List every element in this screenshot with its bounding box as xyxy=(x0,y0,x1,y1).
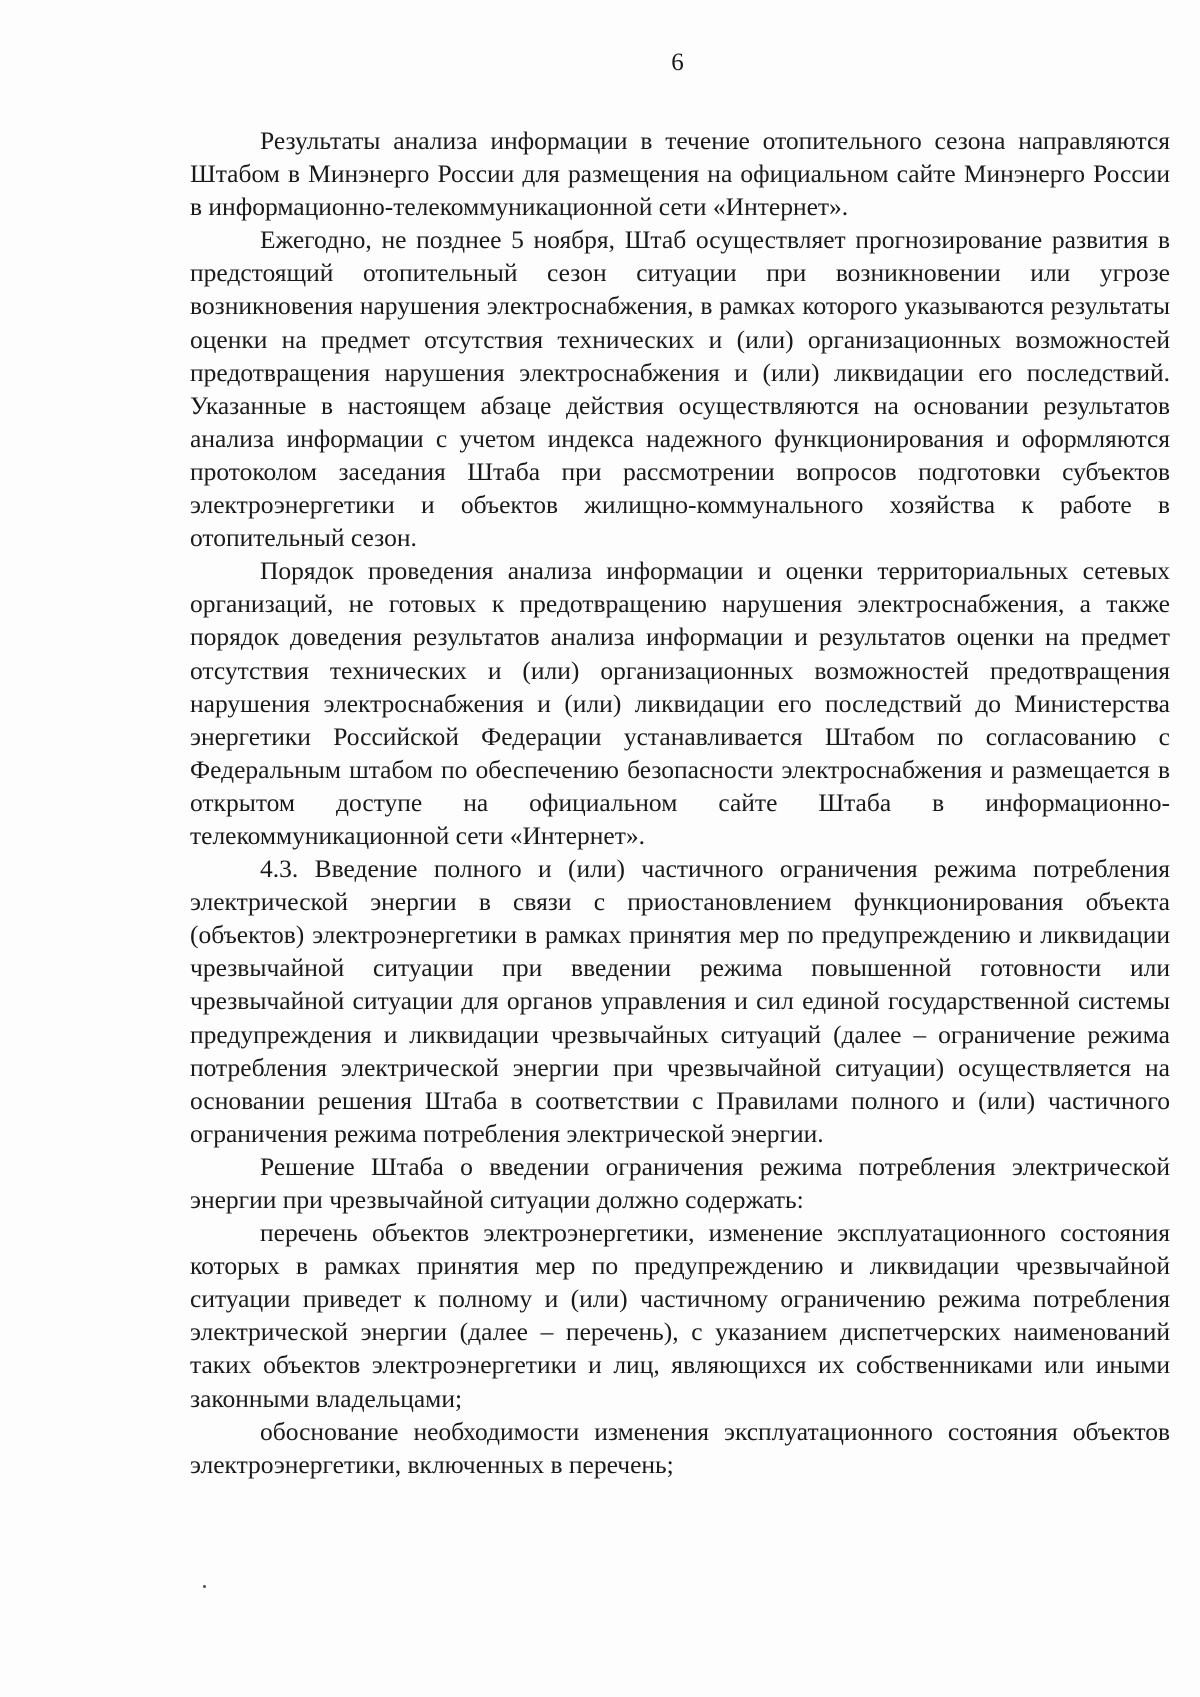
paragraph-list-of-objects: перечень объектов электроэнергетики, изменение эксплуатационного состояния которых в рамках принятия мер по предупреждению и ликвидации чрезвычайной ситуации приведет к полному и (или) частичному ограничению режима потребления электрической энергии (далее – перечень), с указанием диспетчерских наименований таких объектов электроэнергетики и лиц, являющихся их собственниками или иными законными владельцами; xyxy=(190,1218,1170,1413)
paragraph-analysis-procedure: Порядок проведения анализа информации и оценки территориальных сетевых организаций, не готовых к предотвращению нарушения электроснабжения, а также порядок доведения результатов анализа информации и результатов оценки на предмет отсутствия технических и (или) организационных возможностей предотвращения нарушения электроснабжения и (или) ликвидации его последствий до Министерства энергетики Российской Федерации устанавливается Штабом по согласованию с Федеральным штабом по обеспечению безопасности электроснабжения и размещается в открытом доступе на официальном сайте Штаба в информационно-телекоммуникационной сети «Интернет». xyxy=(190,556,1170,850)
paragraph-decision-contents: Решение Штаба о введении ограничения режима потребления электрической энергии при чрезвычайной ситуации должно содержать: xyxy=(190,1151,1170,1214)
paragraph-section-4-3: 4.3. Введение полного и (или) частичного ограничения режима потребления электрической энергии в связи с приостановлением функционирования объекта (объектов) электроэнергетики в рамках принятия мер по предупреждению и ликвидации чрезвычайной ситуации при введении режима повышенной готовности или чрезвычайной ситуации для органов управления и сил единой государственной системы предупреждения и ликвидации чрезвычайных ситуаций (далее – ограничение режима потребления электрической энергии при чрезвычайной ситуации) осуществляется на основании решения Штаба в соответствии с Правилами полного и (или) частичного ограничения режима потребления электрической энергии. xyxy=(190,854,1170,1148)
paragraph-results-publication: Результаты анализа информации в течение отопительного сезона направляются Штабом в Минэнерго России для размещения на официальном сайте Минэнерго России в информационно-телекоммуникационной сети «Интернет». xyxy=(190,126,1170,222)
paragraph-justification: обоснование необходимости изменения эксплуатационного состояния объектов электроэнергетики, включенных в перечень; xyxy=(190,1416,1170,1479)
page-number: 6 xyxy=(671,49,684,76)
document-body xyxy=(190,124,1170,1481)
scan-speck xyxy=(203,1585,206,1588)
paragraph-annual-forecast: Ежегодно, не позднее 5 ноября, Штаб осуществляет прогнозирование развития в предстоящий отопительный сезон ситуации при возникновении или угрозе возникновения нарушения электроснабжения, в рамках которого указываются результаты оценки на предмет отсутствия технических и (или) организационных возможностей предотвращения нарушения электроснабжения и (или) ликвидации его последствий. Указанные в настоящем абзаце действия осуществляются на основании результатов анализа информации с учетом индекса надежного функционирования и оформляются протоколом заседания Штаба при рассмотрении вопросов подготовки субъектов электроэнергетики и объектов жилищно-коммунального хозяйства к работе в отопительный сезон. xyxy=(190,225,1170,553)
